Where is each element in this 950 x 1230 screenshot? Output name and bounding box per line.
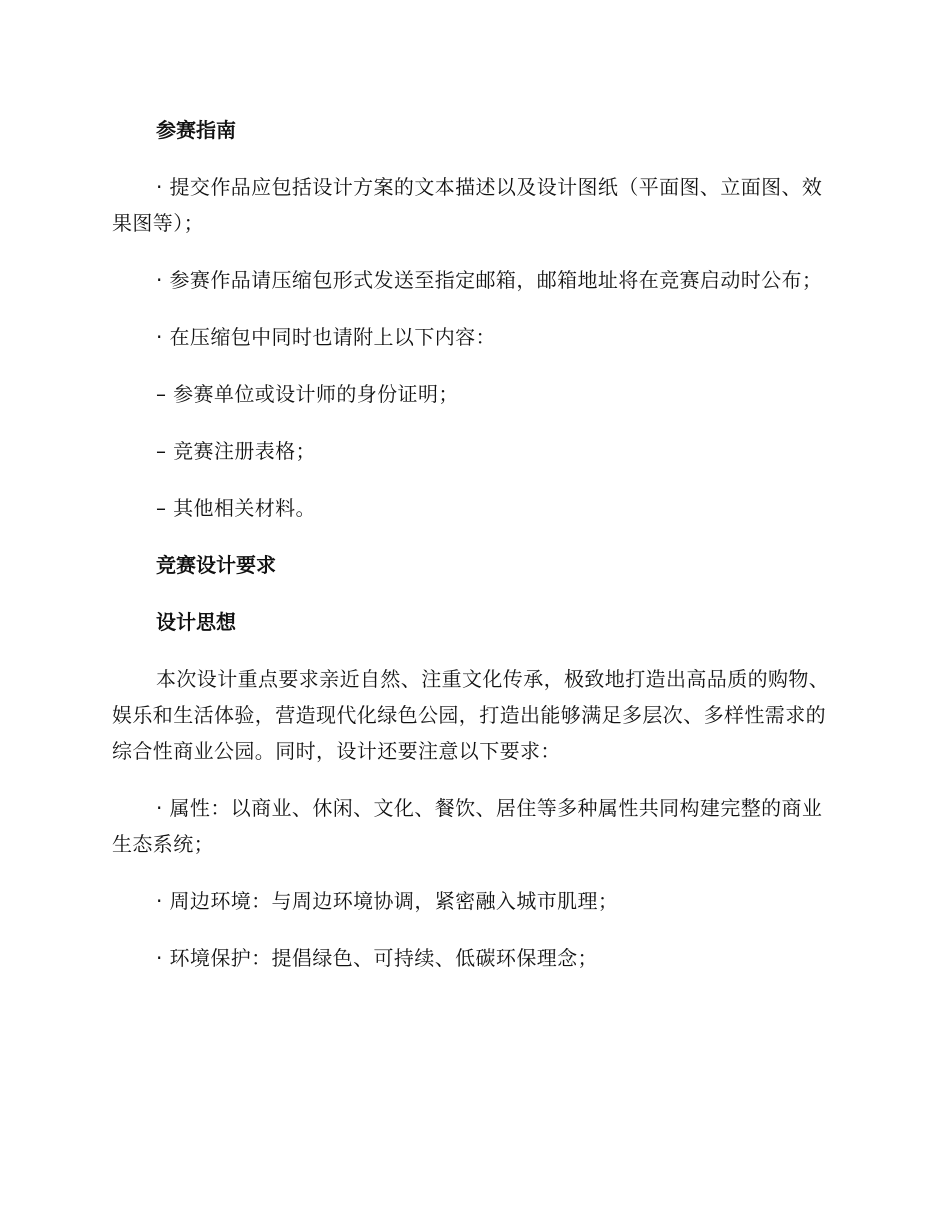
bullet-attachments: · 在压缩包中同时也请附上以下内容：	[156, 325, 496, 349]
heading-entry-guide: 参赛指南	[156, 118, 236, 142]
sub-item-registration-form: – 竞赛注册表格；	[156, 439, 316, 463]
bullet-environmental-protection: · 环境保护：提倡绿色、可持续、低碳环保理念；	[156, 946, 598, 970]
heading-design-requirements: 竞赛设计要求	[156, 553, 276, 577]
sub-item-other-materials: – 其他相关材料。	[156, 496, 316, 520]
document-body	[112, 112, 832, 976]
bullet-submission-email: · 参赛作品请压缩包形式发送至指定邮箱，邮箱地址将在竞赛启动时公布；	[156, 268, 823, 292]
bullet-submission-content: · 提交作品应包括设计方案的文本描述以及设计图纸（平面图、立面图、效果图等）；	[112, 175, 823, 235]
bullet-attributes: · 属性：以商业、休闲、文化、餐饮、居住等多种属性共同构建完整的商业生态系统；	[112, 796, 823, 856]
sub-item-id-proof: – 参赛单位或设计师的身份证明；	[156, 382, 459, 406]
heading-design-concept: 设计思想	[156, 610, 236, 634]
bullet-surroundings: · 周边环境：与周边环境协调，紧密融入城市肌理；	[156, 889, 619, 913]
paragraph-design-concept: 本次设计重点要求亲近自然、注重文化传承，极致地打造出高品质的购物、娱乐和生活体验，营造现代化绿色公园，打造出能够满足多层次、多样性需求的综合性商业公园。同时，设计还要注意以下要求：	[112, 667, 830, 763]
